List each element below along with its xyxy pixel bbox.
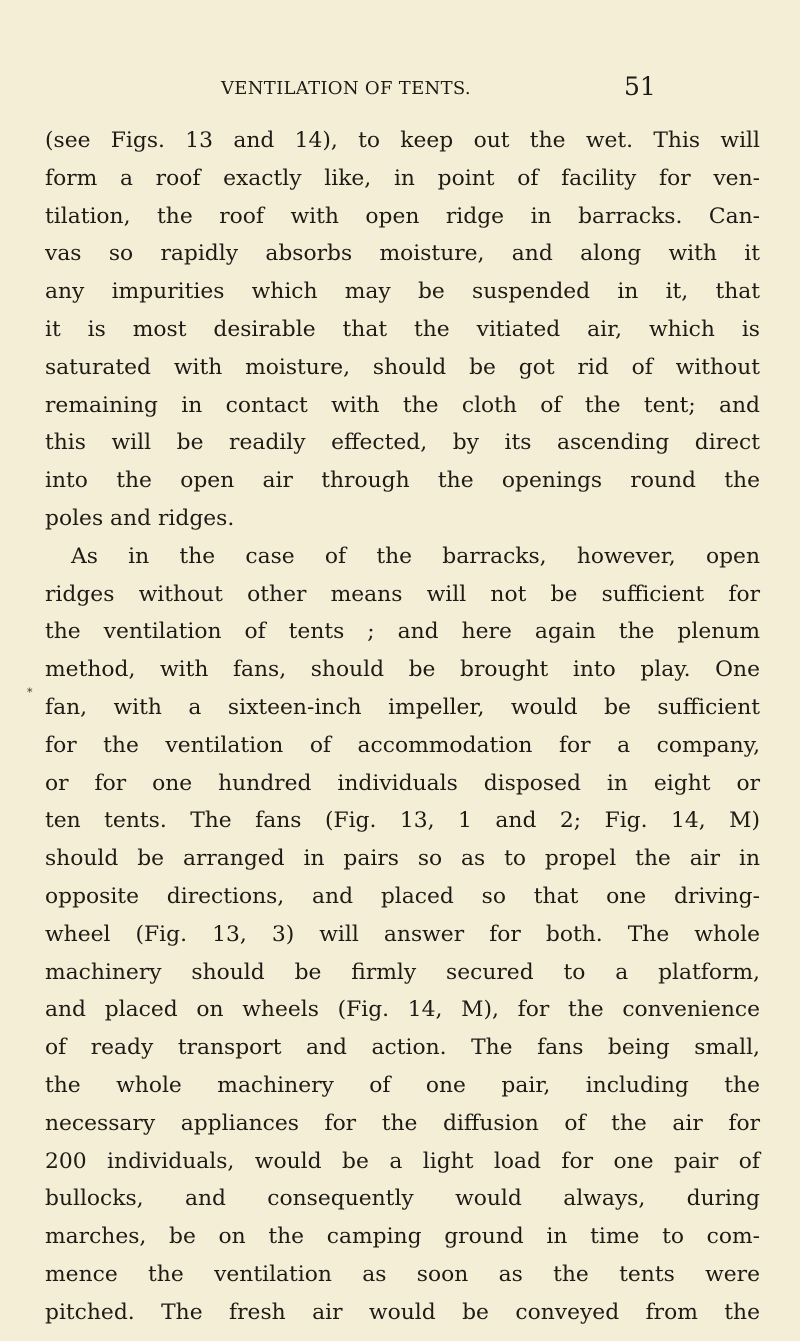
text-line: opposite directions, and placed so that one driving-: [45, 883, 760, 909]
text-line: ridges without other means will not be sufficient for: [45, 581, 760, 607]
text-line: mence the ventilation as soon as the tents were: [45, 1261, 760, 1287]
text-line: or for one hundred individuals disposed in eight or: [45, 770, 760, 796]
text-line: the whole machinery of one pair, including the: [45, 1072, 760, 1098]
text-line: machinery should be firmly secured to a platform,: [45, 959, 760, 985]
text-line: 200 individuals, would be a light load for one pair of: [45, 1148, 760, 1174]
text-line: into the open air through the openings round the: [45, 468, 760, 494]
text-line: ten tents. The fans (Fig. 13, 1 and 2; Fig. 14, M): [45, 808, 760, 834]
text-line: it is most desirable that the vitiated air, which is: [45, 316, 760, 342]
text-line: of ready transport and action. The fans being small,: [45, 1035, 760, 1061]
text-line: bullocks, and consequently would always, during: [45, 1186, 760, 1212]
text-line: for the ventilation of accommodation for a company,: [45, 732, 760, 758]
text-line: this will be readily effected, by its ascending direct: [45, 430, 760, 456]
text-line: (see Figs. 13 and 14), to keep out the wet. This will: [45, 128, 760, 153]
text-line: saturated with moisture, should be got rid of without: [45, 354, 760, 380]
text-line: marches, be on the camping ground in time to com-: [45, 1224, 760, 1250]
running-title: VENTILATION OF TENTS.: [221, 78, 471, 99]
text-line: necessary appliances for the diffusion of the air for: [45, 1110, 760, 1136]
page-header: [0, 66, 800, 106]
body-text: [45, 122, 760, 1332]
text-line: method, with fans, should be brought into play. One: [45, 657, 760, 683]
text-line: should be arranged in pairs so as to propel the air in: [45, 846, 760, 872]
text-line: vas so rapidly absorbs moisture, and along with it: [45, 241, 760, 267]
text-line: wheel (Fig. 13, 3) will answer for both. The whole: [45, 921, 760, 947]
text-line: any impurities which may be suspended in it, that: [45, 279, 760, 305]
text-line: fan, with a sixteen-inch impeller, would be sufficient: [45, 694, 760, 720]
text-line-paragraph-end: poles and ridges.: [45, 505, 235, 531]
text-line: remaining in contact with the cloth of the tent; and: [45, 392, 760, 418]
text-line-paragraph-start: As in the case of the barracks, however, open: [71, 543, 760, 569]
stray-mark: *: [27, 686, 33, 699]
text-line: form a roof exactly like, in point of facility for ven-: [45, 165, 760, 191]
text-line: pitched. The fresh air would be conveyed from the: [45, 1299, 760, 1325]
page-number: 51: [624, 72, 656, 101]
text-line: and placed on wheels (Fig. 14, M), for the convenience: [45, 997, 760, 1023]
text-line: tilation, the roof with open ridge in barracks. Can-: [45, 203, 760, 229]
text-line: the ventilation of tents ; and here again the plenum: [45, 619, 760, 645]
